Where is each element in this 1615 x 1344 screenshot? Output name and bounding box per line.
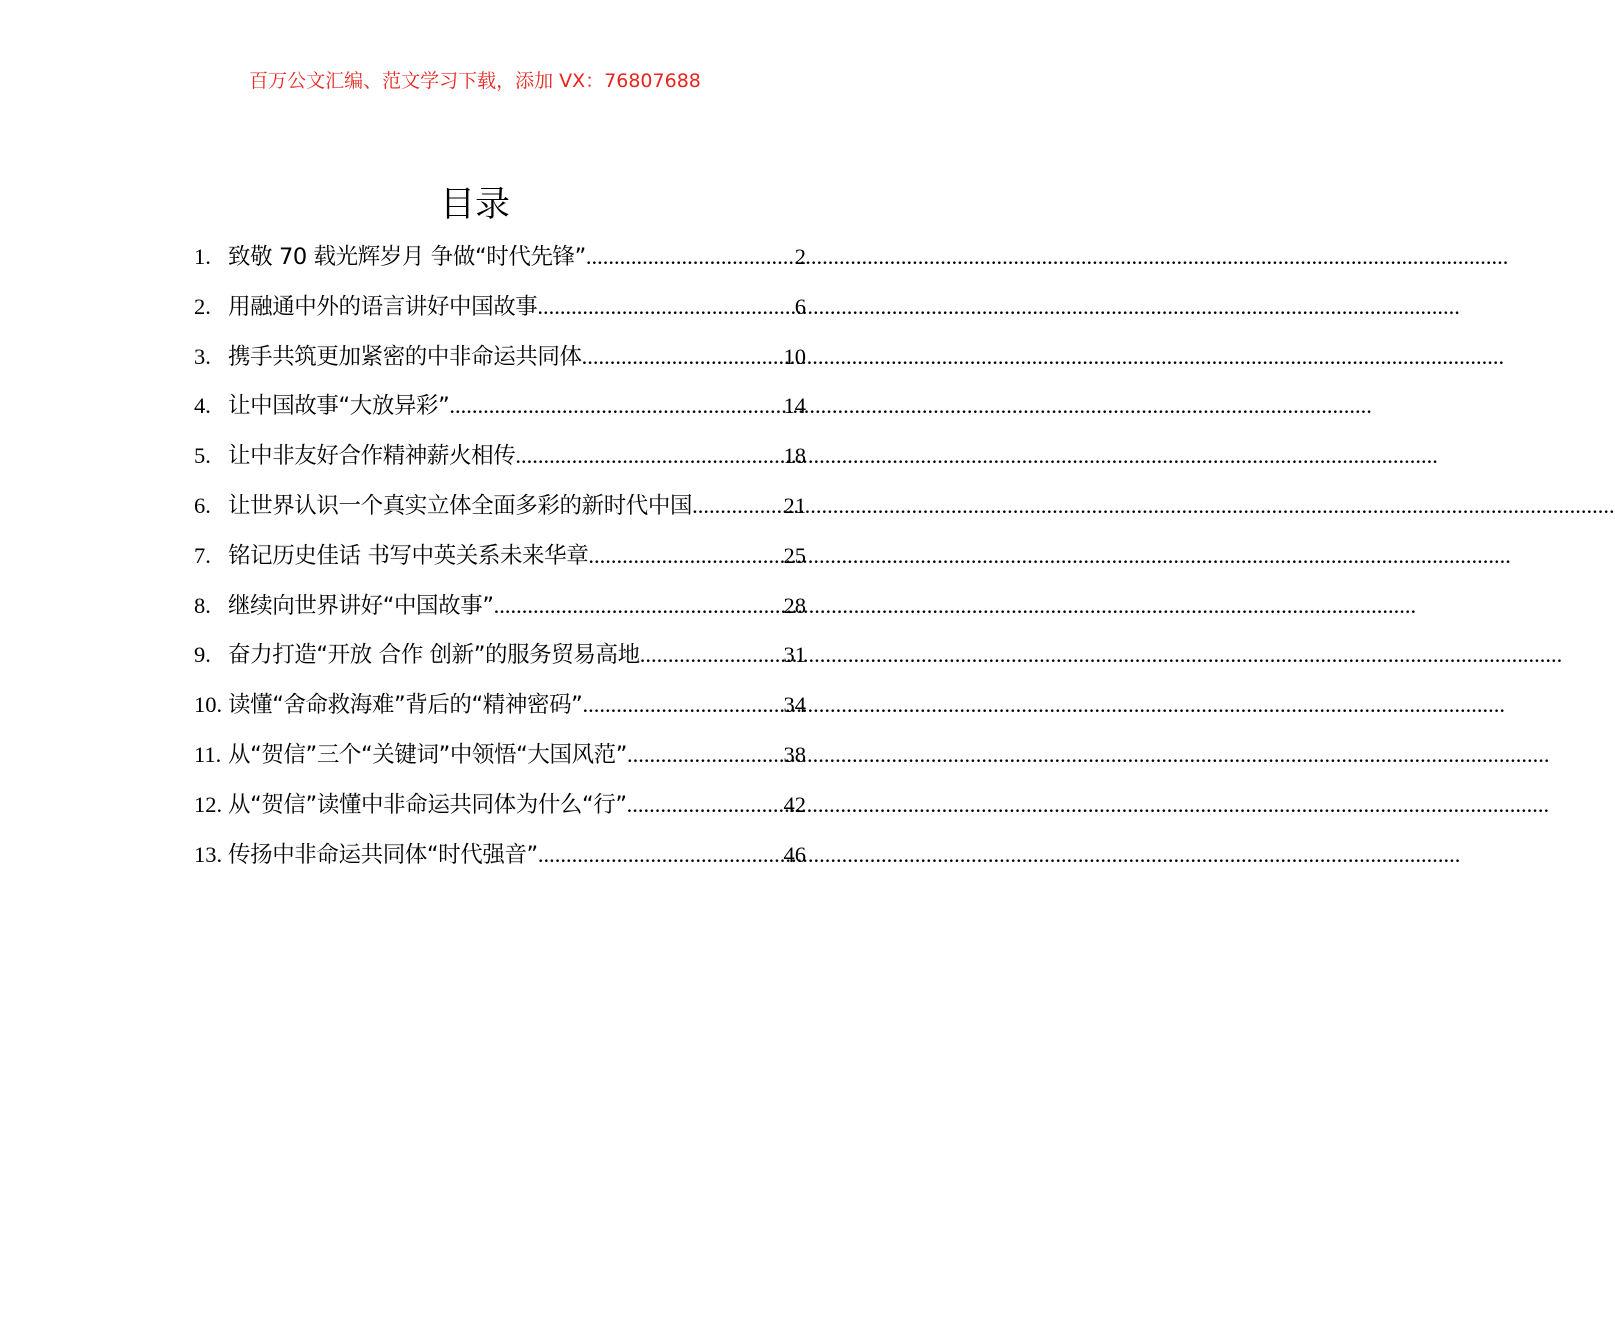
toc-entry-title: 用融通中外的语言讲好中国故事 — [228, 293, 538, 320]
toc-entry-6[interactable] — [194, 481, 806, 531]
toc-entry-title: 铭记历史佳话 书写中英关系未来华章 — [228, 542, 589, 569]
toc-entry-8[interactable] — [194, 581, 806, 631]
toc-entry-page: 34 — [783, 692, 806, 718]
toc-entry-number: 8. — [194, 592, 211, 618]
toc-dot-leader — [627, 780, 784, 830]
toc-entry-page: 31 — [783, 642, 806, 668]
toc-title: 目录 — [439, 185, 510, 225]
toc-dot-leader — [515, 431, 783, 481]
toc-entry-number: 4. — [194, 393, 211, 419]
toc-entry-title: 传扬中非命运共同体“时代强音” — [228, 841, 538, 868]
toc-entry-11[interactable] — [194, 730, 806, 780]
toc-entry-page: 46 — [783, 841, 806, 867]
toc-dot-leader — [494, 581, 784, 631]
toc-dot-leader — [582, 680, 783, 730]
toc-entry-number: 2. — [194, 293, 211, 319]
toc-dot-leader — [538, 830, 784, 880]
toc-entry-number: 11. — [194, 741, 222, 767]
toc-dot-leader — [537, 282, 794, 332]
toc-entry-number: 3. — [194, 343, 211, 369]
toc-entry-title: 继续向世界讲好“中国故事” — [228, 592, 494, 619]
toc-entry-4[interactable] — [194, 381, 806, 431]
toc-dot-leader — [692, 481, 783, 531]
toc-dot-leader — [640, 630, 784, 680]
toc-dot-leader — [627, 730, 783, 780]
toc-dot-leader — [586, 232, 795, 282]
toc-entry-3[interactable] — [194, 332, 806, 382]
toc-dot-leader — [582, 332, 784, 382]
toc-entry-page: 38 — [783, 741, 806, 767]
toc-entry-page: 21 — [783, 492, 806, 518]
toc-entry-page: 14 — [783, 393, 806, 419]
toc-entry-page: 25 — [783, 542, 806, 568]
header-note: 百万公文汇编、范文学习下载，添加 VX：76807688 — [249, 70, 701, 92]
table-of-contents — [194, 232, 806, 879]
toc-entry-1[interactable] — [194, 232, 806, 282]
toc-entry-title: 让中国故事“大放异彩” — [228, 393, 450, 420]
toc-entry-number: 10. — [194, 692, 223, 718]
toc-entry-number: 6. — [194, 492, 211, 518]
toc-entry-page: 42 — [783, 791, 806, 817]
toc-entry-title: 携手共筑更加紧密的中非命运共同体 — [228, 343, 582, 370]
toc-entry-title: 奋力打造“开放 合作 创新”的服务贸易高地 — [228, 642, 640, 669]
toc-entry-page: 18 — [783, 443, 806, 469]
toc-entry-title: 让世界认识一个真实立体全面多彩的新时代中国 — [228, 492, 693, 519]
toc-entry-9[interactable] — [194, 630, 806, 680]
toc-entry-2[interactable] — [194, 282, 806, 332]
toc-entry-number: 9. — [194, 642, 211, 668]
toc-entry-number: 12. — [194, 791, 223, 817]
toc-entry-7[interactable] — [194, 531, 806, 581]
toc-entry-12[interactable] — [194, 780, 806, 830]
toc-entry-page: 2 — [794, 244, 806, 269]
toc-entry-page: 10 — [783, 343, 806, 369]
toc-entry-number: 7. — [194, 542, 211, 568]
toc-entry-title: 从“贺信”三个“关键词”中领悟“大国风范” — [228, 741, 628, 768]
toc-entry-number: 13. — [194, 841, 223, 867]
toc-entry-title: 致敬 70 载光辉岁月 争做“时代先锋” — [228, 244, 586, 270]
toc-dot-leader — [588, 531, 783, 581]
toc-entry-number: 1. — [194, 244, 211, 269]
toc-entry-number: 5. — [194, 443, 211, 469]
toc-entry-5[interactable] — [194, 431, 806, 481]
toc-entry-title: 让中非友好合作精神薪火相传 — [228, 443, 516, 470]
toc-entry-10[interactable] — [194, 680, 806, 730]
toc-dot-leader — [449, 381, 783, 431]
toc-entry-page: 6 — [794, 293, 806, 319]
toc-entry-13[interactable] — [194, 830, 806, 880]
toc-entry-title: 读懂“舍命救海难”背后的“精神密码” — [228, 692, 583, 719]
toc-entry-page: 28 — [783, 592, 806, 618]
toc-entry-title: 从“贺信”读懂中非命运共同体为什么“行” — [228, 791, 627, 818]
